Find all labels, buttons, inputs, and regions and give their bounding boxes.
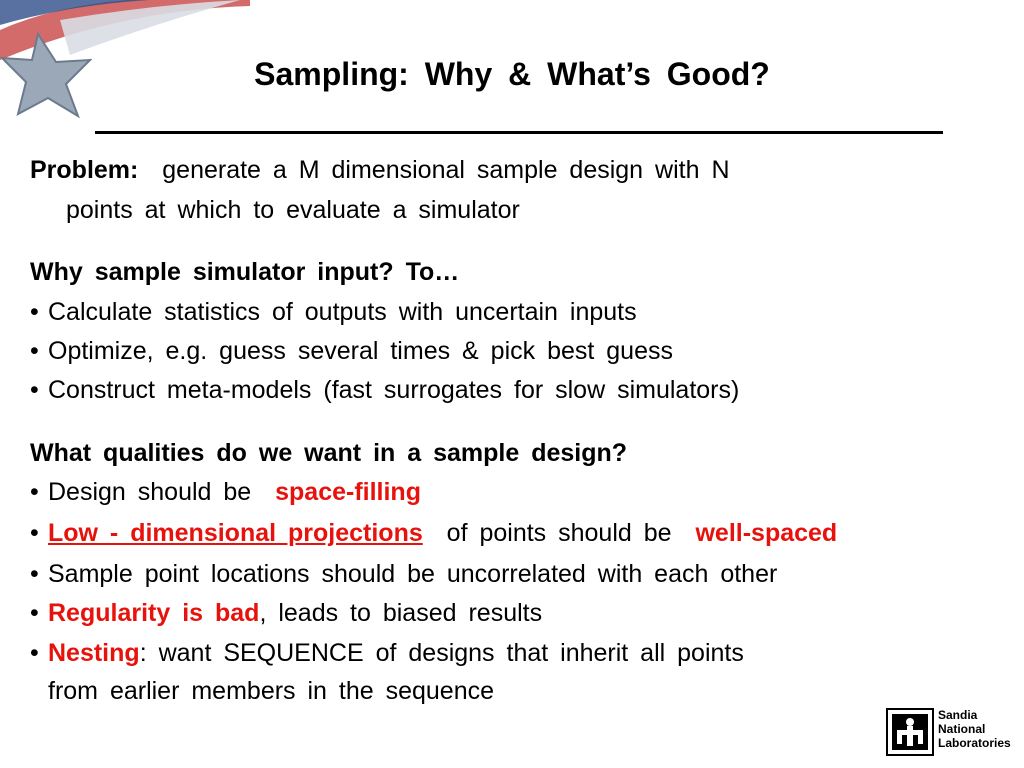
- sandia-logo: [886, 708, 1016, 760]
- quality-1-text: Design should be: [48, 478, 252, 506]
- problem-line-1: [30, 156, 730, 185]
- thunderbird-icon: [886, 708, 934, 756]
- bullet-marker: •: [30, 298, 39, 326]
- quality-bullet-1: [48, 478, 421, 507]
- sandia-logo-name: Sandia National Laboratories: [938, 708, 1011, 750]
- problem-text-2: points at which to evaluate a simulator: [66, 196, 520, 224]
- bullet-marker: •: [30, 519, 39, 547]
- why-bullet-2: Optimize, e.g. guess several times & pick best guess: [48, 337, 673, 365]
- why-bullet-3: Construct meta-models (fast surrogates for slow simulators): [48, 376, 740, 404]
- quality-4-text: , leads to biased results: [259, 599, 543, 627]
- quality-bullet-4: [48, 599, 542, 628]
- bullet-marker: •: [30, 639, 39, 667]
- bullet-marker: •: [30, 560, 39, 588]
- problem-label: Problem:: [30, 156, 139, 184]
- quality-2-text: of points should be: [446, 519, 672, 547]
- bullet-marker: •: [30, 337, 39, 365]
- quality-1-highlight: space-filling: [275, 478, 421, 506]
- why-bullet-1: Calculate statistics of outputs with uncertain inputs: [48, 298, 637, 326]
- quality-5-text-1: : want SEQUENCE of designs that inherit all points: [139, 639, 744, 667]
- quality-2-highlight: Low - dimensional projections: [48, 519, 423, 547]
- quality-5-text-2: from earlier members in the sequence: [48, 677, 495, 705]
- slide-title: Sampling: Why & What’s Good?: [254, 56, 770, 92]
- quality-bullet-5: [48, 639, 744, 668]
- quality-5-highlight: Nesting: [48, 639, 140, 667]
- bullet-marker: •: [30, 599, 39, 627]
- bullet-marker: •: [30, 478, 39, 506]
- title-underline: [95, 131, 943, 134]
- quality-2-highlight-2: well-spaced: [695, 519, 838, 547]
- quality-4-highlight: Regularity is bad: [48, 599, 260, 627]
- qualities-heading: What qualities do we want in a sample design?: [30, 439, 628, 467]
- quality-bullet-2: [48, 519, 837, 548]
- problem-text-1: generate a M dimensional sample design with N: [162, 156, 730, 184]
- quality-bullet-3: Sample point locations should be uncorrelated with each other: [48, 560, 778, 588]
- bullet-marker: •: [30, 376, 39, 404]
- why-heading: Why sample simulator input? To…: [30, 258, 460, 286]
